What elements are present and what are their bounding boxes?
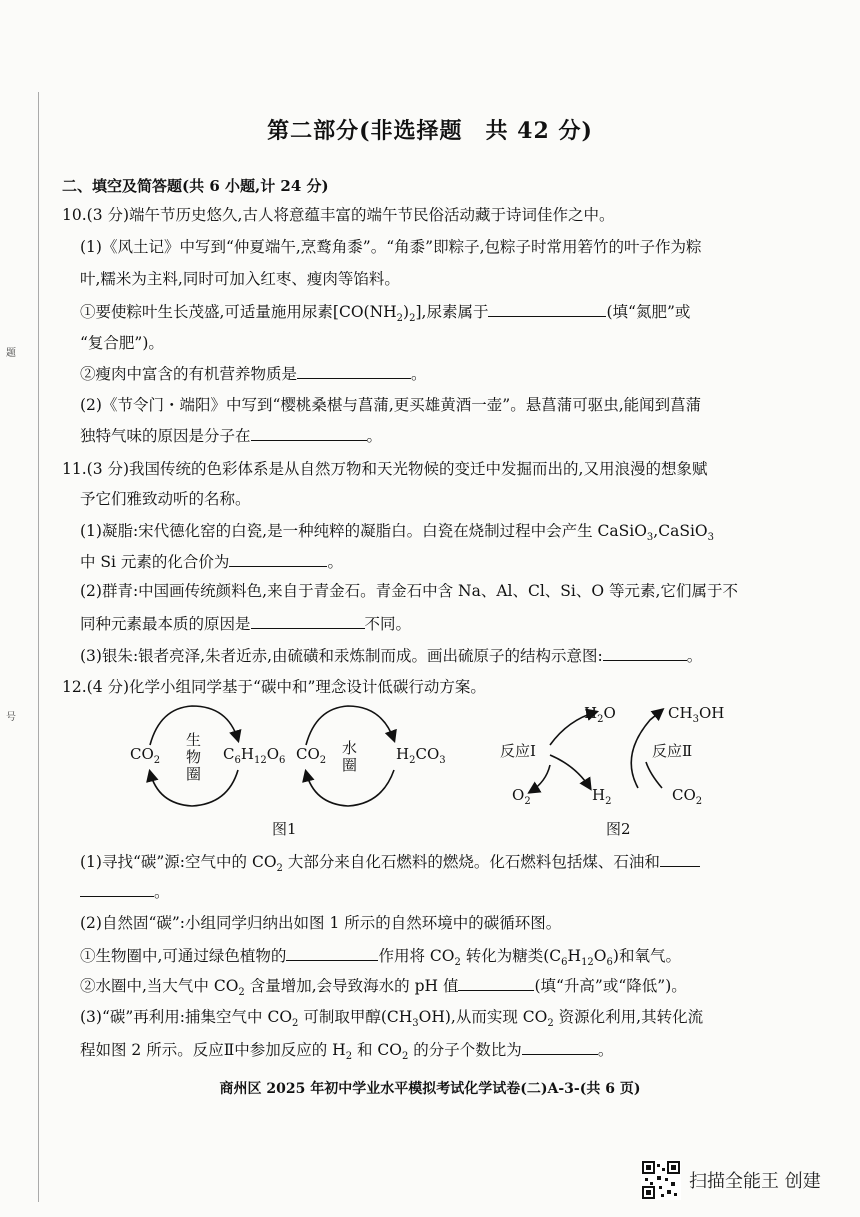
q12-p3-line2: 程如图 2 所示。反应Ⅱ中参加反应的 $H_2$ 和 $CO_2$ 的分子个数比为 。 xyxy=(80,1038,613,1068)
q11-stem-line1: 11.(3 分)我国传统的色彩体系是从自然万物和天光物候的变迁中发掘而出的,又用浪漫的想象赋 xyxy=(62,460,708,478)
fig1-carbonic-acid: $H_2CO_3$ xyxy=(396,745,446,766)
q12-item2: ②水圈中,当大气中 $CO_2$ 含量增加,会导致海水的 pH 值 (填“升高”或“降低”)。 xyxy=(80,974,687,1004)
fig2-reaction-1: 反应Ⅰ xyxy=(500,742,536,760)
scanner-watermark xyxy=(641,1160,821,1200)
q10-item1-line1: ①要使粽叶生长茂盛,可适量施用尿素$[CO(NH_2)_2]$,尿素属于 (填“氮肥”或 xyxy=(80,300,690,330)
qr-code-icon xyxy=(641,1160,681,1200)
section-heading: 二、填空及简答题(共 6 小题,计 24 分) xyxy=(62,177,329,195)
answer-blank[interactable] xyxy=(251,612,365,629)
figure-1-label: 图1 xyxy=(272,820,297,838)
page-left-border xyxy=(38,92,39,1202)
q11-p2-line2: 同种元素最本质的原因是 不同。 xyxy=(80,612,411,635)
answer-blank[interactable] xyxy=(488,300,606,317)
fig2-co2: $CO_2$ xyxy=(672,786,703,807)
page-title: 第二部分(非选择题 共 42 分) xyxy=(267,118,593,144)
q10-p1-line2: 叶,糯米为主料,同时可加入红枣、瘦肉等馅料。 xyxy=(80,270,400,288)
side-mark: 号 xyxy=(6,712,16,723)
fig2-hydrogen: $H_2$ xyxy=(592,786,612,807)
q10-p1-line1: (1)《风土记》中写到“仲夏端午,烹鹜角黍”。“角黍”即粽子,包粽子时常用箬竹的叶子作为粽 xyxy=(80,238,702,256)
q10-p2-line1: (2)《节令门・端阳》中写到“樱桃桑椹与菖蒲,更买雄黄酒一壶”。悬菖蒲可驱虫,能闻到菖蒲 xyxy=(80,396,702,414)
side-mark: 题 xyxy=(6,348,16,359)
flow-arrow xyxy=(550,755,590,788)
answer-blank[interactable] xyxy=(80,880,154,897)
fig2-water: $H_2O$ xyxy=(584,704,616,725)
flow-line xyxy=(646,762,662,788)
q11-p1-line1: (1)凝脂:宋代德化窑的白瓷,是一种纯粹的凝脂白。白瓷在烧制过程中会产生 CaSiO$_3$,CaSiO$_3$ xyxy=(80,522,714,544)
watermark-text: 扫描全能王 创建 xyxy=(689,1171,821,1192)
q12-p2: (2)自然固“碳”:小组同学归纳出如图 1 所示的自然环境中的碳循环图。 xyxy=(80,914,562,932)
answer-blank[interactable] xyxy=(603,644,687,661)
fig1-biosphere: 生 物 圈 xyxy=(186,731,202,783)
figure-2-label: 图2 xyxy=(606,820,631,838)
answer-blank[interactable] xyxy=(458,974,534,991)
q12-item1: ①生物圈中,可通过绿色植物的 作用将 $CO_2$ 转化为糖类$(C_6H_{12}O_6)$和氧气。 xyxy=(80,944,681,974)
fig2-reaction-2: 反应Ⅱ xyxy=(652,742,693,760)
q10-p2-line2: 独特气味的原因是分子在 。 xyxy=(80,424,382,447)
q11-p2-line1: (2)群青:中国画传统颜料色,来自于青金石。青金石中含 Na、Al、Cl、Si、O 等元素,它们属于不 xyxy=(80,582,738,600)
q12-stem: 12.(4 分)化学小组同学基于“碳中和”理念设计低碳行动方案。 xyxy=(62,678,486,696)
answer-blank[interactable] xyxy=(522,1038,598,1055)
q11-p3: (3)银朱:银者亮泽,朱者近赤,由硫磺和汞炼制而成。画出硫原子的结构示意图: 。 xyxy=(80,644,702,667)
page-footer: 商州区 2025 年初中学业水平模拟考试化学试卷(二)A-3-(共 6 页) xyxy=(219,1081,641,1097)
fig2-oxygen: $O_2$ xyxy=(512,786,531,807)
q11-p1-line2: 中 Si 元素的化合价为 。 xyxy=(80,550,343,573)
answer-blank[interactable] xyxy=(297,362,411,379)
q10-item1-line2: “复合肥”)。 xyxy=(80,334,164,352)
q12-p3-line1: (3)“碳”再利用:捕集空气中 $CO_2$ 可制取甲醇$(CH_3OH)$,从而实现 $CO_2$ 资源化利用,其转化流 xyxy=(80,1008,704,1030)
answer-blank[interactable] xyxy=(229,550,327,567)
q10-item2: ②瘦肉中富含的有机营养物质是 。 xyxy=(80,362,427,385)
answer-blank[interactable] xyxy=(251,424,367,441)
q10-stem: 10.(3 分)端午节历史悠久,古人将意蕴丰富的端午节民俗活动藏于诗词佳作之中。 xyxy=(62,206,615,224)
answer-blank[interactable] xyxy=(286,944,378,961)
flow-arrow xyxy=(530,765,550,792)
q11-stem-line2: 予它们雅致动听的名称。 xyxy=(80,490,251,508)
cycle-arrow-lower xyxy=(306,770,394,806)
fig2-methanol: $CH_3OH$ xyxy=(668,704,725,725)
q12-p1-line1: (1)寻找“碳”源:空气中的 $CO_2$ 大部分来自化石燃料的燃烧。化石燃料包括煤、石油和 xyxy=(80,850,700,880)
fig1-co2-left: $CO_2$ xyxy=(130,745,161,766)
answer-blank[interactable] xyxy=(660,850,700,867)
fig1-co2-right: $CO_2$ xyxy=(296,745,327,766)
fig1-glucose: $C_6H_{12}O_6$ xyxy=(223,745,286,766)
fig1-hydrosphere: 水 圈 xyxy=(342,739,358,774)
q12-p1-line2: 。 xyxy=(80,880,170,903)
